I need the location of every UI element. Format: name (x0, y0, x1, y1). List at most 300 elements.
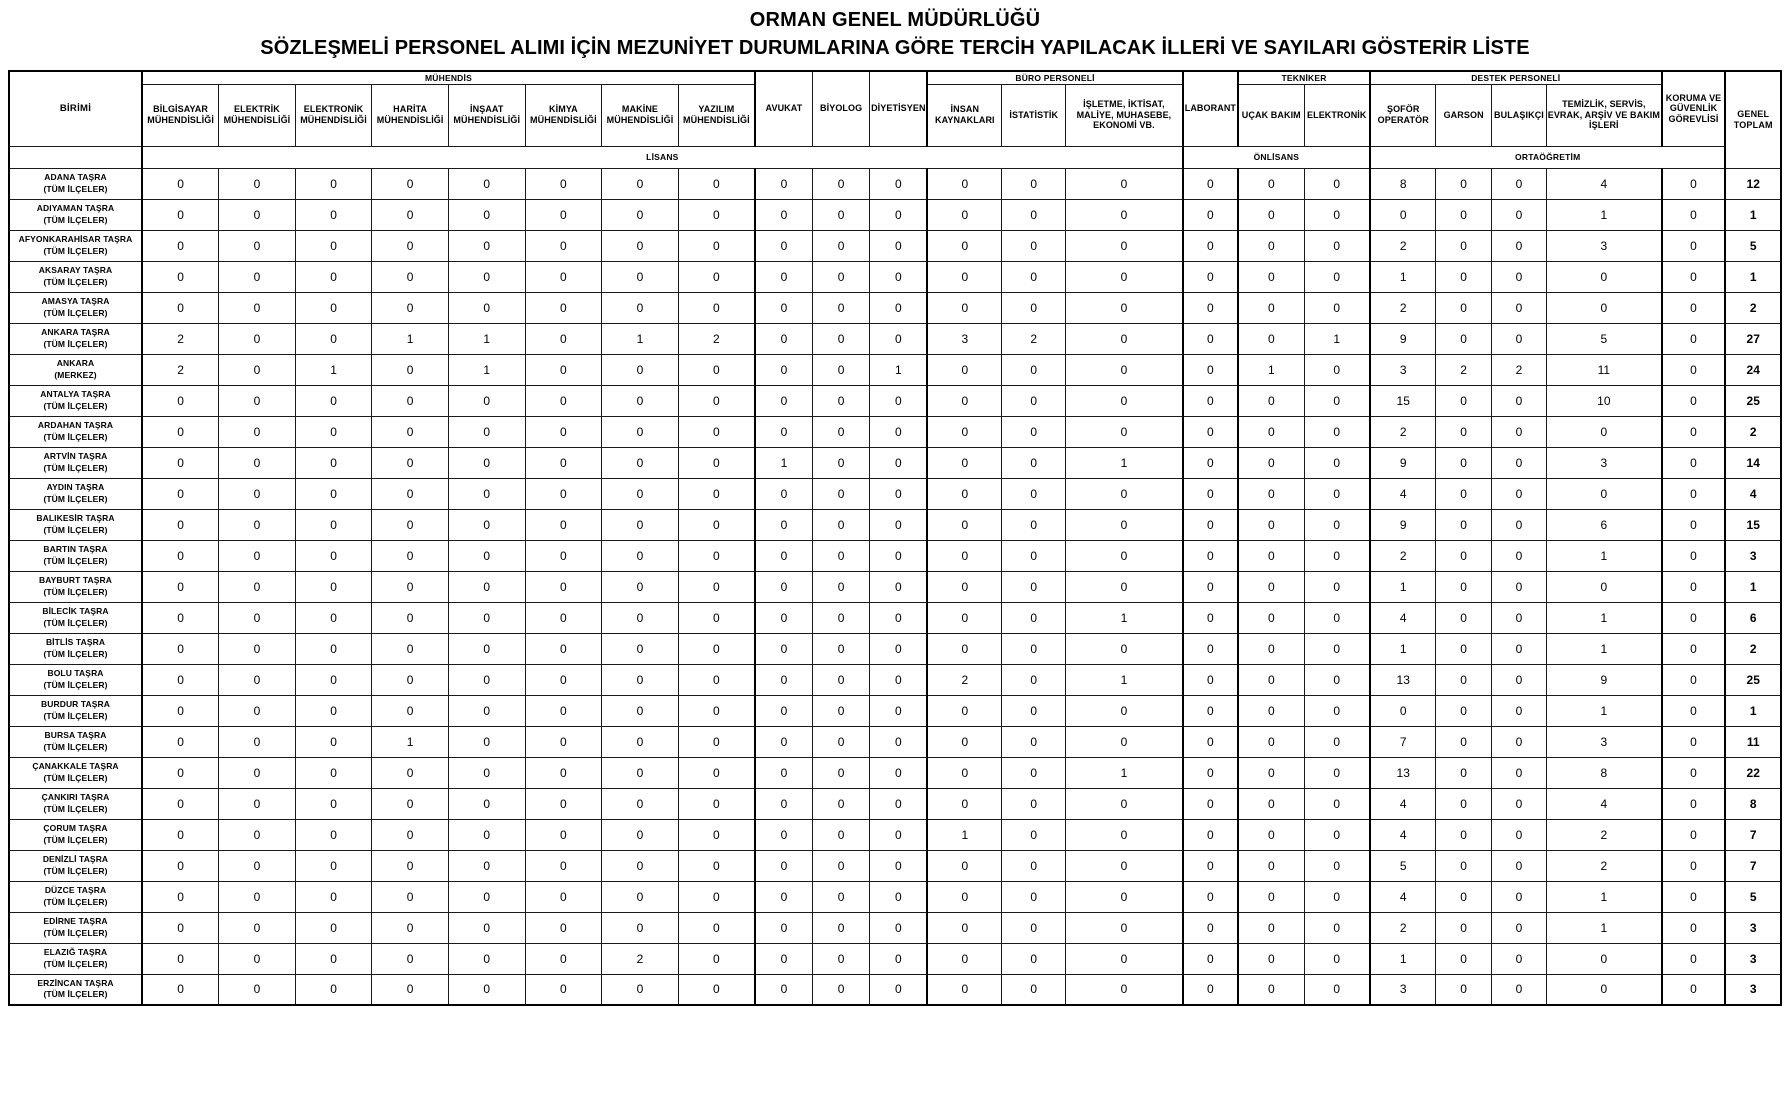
cell-row-total: 8 (1725, 788, 1781, 819)
cell-value: 0 (755, 478, 812, 509)
cell-value: 0 (1066, 571, 1183, 602)
cell-value: 0 (602, 726, 679, 757)
row-label-scope: (TÜM İLÇELER) (43, 338, 108, 349)
cell-value: 0 (1436, 912, 1491, 943)
cell-value: 0 (812, 664, 869, 695)
cell-value: 0 (1238, 974, 1304, 1005)
cell-value: 0 (1662, 385, 1726, 416)
row-label-scope: (TÜM İLÇELER) (43, 617, 108, 628)
cell-row-total: 14 (1725, 447, 1781, 478)
cell-value: 0 (219, 881, 296, 912)
cell-value: 0 (525, 788, 602, 819)
row-label-birimi (9, 943, 142, 974)
cell-value: 4 (1370, 478, 1436, 509)
cell-value: 2 (1370, 540, 1436, 571)
cell-row-total: 24 (1725, 354, 1781, 385)
cell-value: 0 (525, 881, 602, 912)
cell-row-total: 7 (1725, 819, 1781, 850)
cell-value: 0 (1066, 168, 1183, 199)
cell-value: 0 (1547, 261, 1662, 292)
cell-value: 0 (870, 261, 927, 292)
row-label-name: AKSARAY TAŞRA (38, 265, 113, 276)
cell-value: 0 (219, 261, 296, 292)
cell-value: 0 (1436, 447, 1491, 478)
cell-value: 0 (678, 912, 755, 943)
cell-value: 0 (1436, 726, 1491, 757)
table-row (9, 757, 1781, 788)
cell-value: 0 (142, 292, 219, 323)
cell-value: 10 (1547, 385, 1662, 416)
cell-value: 0 (1304, 602, 1370, 633)
cell-value: 0 (812, 695, 869, 726)
cell-value: 0 (1547, 478, 1662, 509)
cell-value: 0 (1183, 199, 1238, 230)
col-header-isletme-iktisat: İŞLETME, İKTİSAT, MALİYE, MUHASEBE, EKONOMİ VB. (1066, 84, 1183, 146)
cell-value: 0 (525, 633, 602, 664)
row-label-birimi (9, 261, 142, 292)
cell-value: 0 (295, 850, 372, 881)
cell-row-total: 5 (1725, 230, 1781, 261)
table-row (9, 354, 1781, 385)
cell-value: 9 (1370, 509, 1436, 540)
row-label-birimi (9, 571, 142, 602)
cell-value: 0 (142, 912, 219, 943)
cell-value: 1 (602, 323, 679, 354)
cell-value: 0 (295, 664, 372, 695)
cell-value: 0 (1436, 881, 1491, 912)
cell-value: 0 (678, 509, 755, 540)
cell-value: 0 (219, 323, 296, 354)
cell-value: 0 (1002, 602, 1066, 633)
cell-value: 1 (1066, 757, 1183, 788)
cell-value: 0 (1183, 385, 1238, 416)
cell-value: 0 (1183, 912, 1238, 943)
cell-value: 0 (1662, 199, 1726, 230)
cell-value: 13 (1370, 664, 1436, 695)
cell-value: 0 (1491, 664, 1546, 695)
cell-value: 0 (602, 168, 679, 199)
cell-value: 0 (1183, 509, 1238, 540)
cell-value: 0 (1436, 943, 1491, 974)
cell-value: 0 (525, 478, 602, 509)
cell-value: 0 (755, 168, 812, 199)
cell-value: 0 (1066, 540, 1183, 571)
col-header-temizlik-servis: TEMİZLİK, SERVİS, EVRAK, ARŞİV VE BAKIM İŞLERİ (1547, 84, 1662, 146)
table-row (9, 199, 1781, 230)
cell-value: 0 (448, 726, 525, 757)
cell-value: 0 (927, 726, 1001, 757)
cell-value: 0 (1066, 478, 1183, 509)
cell-value: 0 (1491, 261, 1546, 292)
cell-value: 0 (870, 540, 927, 571)
row-label-name: BALIKESİR TAŞRA (36, 513, 115, 524)
cell-value: 0 (142, 602, 219, 633)
cell-value: 0 (602, 850, 679, 881)
table-row (9, 695, 1781, 726)
cell-value: 0 (219, 416, 296, 447)
cell-value: 0 (295, 974, 372, 1005)
cell-value: 0 (1491, 633, 1546, 664)
cell-value: 0 (1491, 850, 1546, 881)
cell-value: 0 (1066, 230, 1183, 261)
cell-value: 0 (142, 230, 219, 261)
cell-value: 0 (755, 416, 812, 447)
cell-value: 0 (142, 633, 219, 664)
row-label-birimi (9, 323, 142, 354)
cell-value: 0 (870, 168, 927, 199)
table-row (9, 292, 1781, 323)
table-row (9, 230, 1781, 261)
cell-value: 0 (870, 571, 927, 602)
cell-value: 0 (372, 447, 449, 478)
cell-value: 0 (219, 571, 296, 602)
cell-value: 0 (1002, 292, 1066, 323)
cell-value: 0 (1662, 726, 1726, 757)
cell-row-total: 3 (1725, 912, 1781, 943)
cell-value: 0 (755, 664, 812, 695)
row-label-name: BURSA TAŞRA (44, 730, 107, 741)
row-label-birimi (9, 633, 142, 664)
cell-value: 0 (525, 354, 602, 385)
cell-value: 0 (142, 571, 219, 602)
row-label-name: AFYONKARAHİSAR TAŞRA (18, 234, 133, 245)
cell-value: 2 (1370, 230, 1436, 261)
cell-value: 0 (870, 943, 927, 974)
cell-value: 0 (1238, 912, 1304, 943)
cell-value: 2 (602, 943, 679, 974)
cell-value: 0 (1491, 726, 1546, 757)
cell-value: 2 (1370, 292, 1436, 323)
table-row (9, 323, 1781, 354)
cell-value: 0 (1238, 261, 1304, 292)
cell-value: 2 (1547, 850, 1662, 881)
cell-value: 0 (1304, 292, 1370, 323)
row-label-birimi (9, 695, 142, 726)
cell-value: 0 (1304, 943, 1370, 974)
cell-value: 0 (755, 199, 812, 230)
row-label-birimi (9, 788, 142, 819)
cell-value: 0 (372, 230, 449, 261)
cell-row-total: 7 (1725, 850, 1781, 881)
cell-value: 0 (1238, 478, 1304, 509)
cell-value: 0 (448, 819, 525, 850)
cell-value: 0 (755, 540, 812, 571)
cell-value: 0 (678, 540, 755, 571)
cell-value: 0 (1662, 974, 1726, 1005)
cell-value: 0 (1238, 633, 1304, 664)
cell-value: 0 (678, 416, 755, 447)
cell-value: 0 (142, 509, 219, 540)
cell-value: 0 (1436, 602, 1491, 633)
table-row (9, 540, 1781, 571)
education-blank-cell (9, 146, 142, 168)
cell-value: 6 (1547, 509, 1662, 540)
row-label-scope: (TÜM İLÇELER) (43, 834, 108, 845)
cell-value: 1 (1547, 695, 1662, 726)
cell-value: 0 (1491, 912, 1546, 943)
cell-value: 0 (870, 416, 927, 447)
cell-value: 0 (1304, 261, 1370, 292)
cell-value: 0 (927, 757, 1001, 788)
cell-value: 0 (372, 850, 449, 881)
cell-value: 1 (1547, 912, 1662, 943)
cell-value: 0 (1662, 230, 1726, 261)
row-label-birimi (9, 819, 142, 850)
cell-value: 0 (1238, 571, 1304, 602)
row-label-scope: (TÜM İLÇELER) (43, 586, 108, 597)
row-label-scope: (TÜM İLÇELER) (43, 524, 108, 535)
cell-value: 9 (1370, 323, 1436, 354)
row-label-name: AMASYA TAŞRA (41, 296, 110, 307)
cell-value: 0 (602, 199, 679, 230)
cell-value: 2 (142, 323, 219, 354)
cell-value: 0 (602, 881, 679, 912)
education-level-onlisans: ÖNLİSANS (1183, 146, 1370, 168)
table-row (9, 168, 1781, 199)
cell-value: 0 (870, 478, 927, 509)
cell-value: 0 (927, 788, 1001, 819)
cell-value: 0 (812, 850, 869, 881)
cell-value: 0 (602, 819, 679, 850)
cell-value: 0 (678, 633, 755, 664)
row-label-scope: (TÜM İLÇELER) (43, 276, 108, 287)
col-header-garson: GARSON (1436, 84, 1491, 146)
cell-value: 0 (678, 447, 755, 478)
row-label-scope: (TÜM İLÇELER) (43, 648, 108, 659)
row-label-name: ANKARA (56, 358, 95, 369)
table-row (9, 602, 1781, 633)
cell-value: 0 (1304, 509, 1370, 540)
cell-value: 0 (1066, 726, 1183, 757)
cell-value: 0 (372, 261, 449, 292)
cell-value: 3 (1547, 726, 1662, 757)
row-label-scope: (TÜM İLÇELER) (43, 989, 108, 1000)
row-label-birimi (9, 540, 142, 571)
cell-value: 0 (295, 881, 372, 912)
cell-value: 0 (1304, 881, 1370, 912)
cell-value: 2 (1547, 819, 1662, 850)
cell-value: 0 (372, 478, 449, 509)
cell-value: 0 (927, 354, 1001, 385)
cell-value: 0 (1183, 819, 1238, 850)
table-row (9, 788, 1781, 819)
row-label-birimi (9, 912, 142, 943)
cell-value: 0 (602, 695, 679, 726)
row-label-name: BAYBURT TAŞRA (38, 575, 113, 586)
cell-row-total: 27 (1725, 323, 1781, 354)
row-label-scope: (TÜM İLÇELER) (43, 462, 108, 473)
cell-value: 0 (1002, 726, 1066, 757)
col-header-biyolog: BİYOLOG (812, 71, 869, 146)
cell-value: 0 (1183, 168, 1238, 199)
cell-value: 0 (525, 416, 602, 447)
education-level-lisans: LİSANS (142, 146, 1183, 168)
cell-row-total: 22 (1725, 757, 1781, 788)
cell-value: 0 (602, 447, 679, 478)
cell-value: 0 (1002, 788, 1066, 819)
cell-value: 0 (755, 633, 812, 664)
cell-value: 0 (678, 695, 755, 726)
cell-row-total: 2 (1725, 292, 1781, 323)
cell-value: 0 (1491, 447, 1546, 478)
cell-value: 0 (1066, 416, 1183, 447)
cell-value: 0 (295, 757, 372, 788)
cell-value: 0 (812, 726, 869, 757)
cell-value: 0 (219, 850, 296, 881)
cell-value: 0 (1304, 447, 1370, 478)
cell-value: 0 (870, 633, 927, 664)
cell-value: 0 (812, 788, 869, 819)
cell-value: 0 (448, 788, 525, 819)
cell-value: 0 (525, 943, 602, 974)
col-group-muhendis: MÜHENDİS (142, 71, 755, 84)
cell-value: 0 (372, 292, 449, 323)
cell-value: 1 (870, 354, 927, 385)
cell-value: 0 (525, 447, 602, 478)
row-label-birimi (9, 447, 142, 478)
cell-value: 8 (1547, 757, 1662, 788)
cell-value: 0 (372, 943, 449, 974)
cell-value: 0 (1066, 695, 1183, 726)
cell-value: 0 (1066, 323, 1183, 354)
cell-value: 0 (678, 168, 755, 199)
row-label-name: ARTVİN TAŞRA (43, 451, 108, 462)
cell-value: 0 (448, 974, 525, 1005)
col-header-birimi: BİRİMİ (9, 71, 142, 146)
row-label-scope: (TÜM İLÇELER) (43, 958, 108, 969)
cell-value: 0 (812, 385, 869, 416)
row-label-name: ÇANAKKALE TAŞRA (32, 761, 119, 772)
cell-value: 0 (755, 726, 812, 757)
cell-value: 0 (678, 943, 755, 974)
cell-value: 0 (142, 695, 219, 726)
cell-value: 1 (448, 354, 525, 385)
table-row (9, 850, 1781, 881)
cell-row-total: 3 (1725, 540, 1781, 571)
cell-value: 0 (1436, 292, 1491, 323)
cell-value: 0 (678, 602, 755, 633)
cell-value: 0 (142, 850, 219, 881)
cell-value: 0 (1183, 881, 1238, 912)
cell-value: 0 (448, 633, 525, 664)
cell-value: 0 (1002, 633, 1066, 664)
cell-value: 0 (142, 168, 219, 199)
cell-value: 0 (602, 354, 679, 385)
cell-value: 0 (1304, 385, 1370, 416)
row-label-scope: (TÜM İLÇELER) (43, 493, 108, 504)
table-row (9, 974, 1781, 1005)
cell-value: 0 (927, 695, 1001, 726)
cell-value: 0 (1436, 199, 1491, 230)
cell-value: 0 (219, 788, 296, 819)
col-header-yazilim-muh: YAZILIM MÜHENDİSLİĞİ (678, 84, 755, 146)
cell-value: 0 (219, 726, 296, 757)
cell-value: 0 (1436, 540, 1491, 571)
col-header-elektronik-muh: ELEKTRONİK MÜHENDİSLİĞİ (295, 84, 372, 146)
col-header-elektrik-muh: ELEKTRİK MÜHENDİSLİĞİ (219, 84, 296, 146)
cell-value: 1 (295, 354, 372, 385)
cell-row-total: 1 (1725, 261, 1781, 292)
cell-value: 0 (295, 726, 372, 757)
row-label-name: ANTALYA TAŞRA (40, 389, 111, 400)
cell-value: 0 (678, 881, 755, 912)
cell-value: 0 (1491, 540, 1546, 571)
cell-value: 0 (142, 943, 219, 974)
row-label-name: ARDAHAN TAŞRA (37, 420, 114, 431)
cell-value: 0 (1491, 323, 1546, 354)
cell-value: 0 (812, 757, 869, 788)
cell-value: 0 (812, 168, 869, 199)
cell-value: 0 (1238, 819, 1304, 850)
cell-value: 0 (1304, 664, 1370, 695)
cell-value: 0 (448, 509, 525, 540)
cell-value: 0 (812, 478, 869, 509)
row-label-scope: (TÜM İLÇELER) (43, 431, 108, 442)
cell-value: 0 (1436, 788, 1491, 819)
cell-value: 0 (1436, 323, 1491, 354)
cell-value: 0 (142, 540, 219, 571)
cell-row-total: 12 (1725, 168, 1781, 199)
cell-value: 1 (1547, 602, 1662, 633)
cell-value: 0 (372, 633, 449, 664)
cell-value: 0 (448, 912, 525, 943)
cell-value: 0 (1491, 974, 1546, 1005)
cell-value: 0 (448, 602, 525, 633)
cell-value: 0 (295, 416, 372, 447)
cell-value: 0 (812, 974, 869, 1005)
cell-value: 0 (1238, 881, 1304, 912)
cell-value: 0 (602, 416, 679, 447)
row-label-birimi (9, 199, 142, 230)
cell-value: 0 (219, 943, 296, 974)
cell-value: 0 (1304, 478, 1370, 509)
cell-value: 0 (219, 602, 296, 633)
cell-value: 0 (372, 602, 449, 633)
cell-value: 0 (525, 261, 602, 292)
cell-value: 0 (1183, 447, 1238, 478)
cell-value: 0 (755, 819, 812, 850)
cell-value: 0 (927, 602, 1001, 633)
row-label-scope: (TÜM İLÇELER) (43, 772, 108, 783)
cell-value: 0 (1238, 726, 1304, 757)
cell-value: 1 (1066, 447, 1183, 478)
cell-value: 1 (448, 323, 525, 354)
cell-value: 0 (1002, 664, 1066, 695)
col-header-bulasikci: BULAŞIKÇI (1491, 84, 1546, 146)
cell-value: 0 (1304, 695, 1370, 726)
row-label-name: ANKARA TAŞRA (41, 327, 110, 338)
cell-row-total: 25 (1725, 664, 1781, 695)
cell-value: 0 (1066, 261, 1183, 292)
cell-value: 2 (927, 664, 1001, 695)
cell-value: 0 (1183, 540, 1238, 571)
cell-row-total: 6 (1725, 602, 1781, 633)
cell-value: 0 (812, 199, 869, 230)
cell-value: 0 (927, 540, 1001, 571)
cell-value: 0 (219, 168, 296, 199)
cell-value: 0 (1547, 292, 1662, 323)
cell-value: 0 (1238, 757, 1304, 788)
cell-value: 0 (1370, 695, 1436, 726)
cell-value: 0 (812, 447, 869, 478)
cell-value: 0 (1183, 416, 1238, 447)
cell-value: 1 (1370, 633, 1436, 664)
cell-value: 0 (1436, 230, 1491, 261)
cell-value: 0 (927, 292, 1001, 323)
row-label-birimi (9, 292, 142, 323)
cell-value: 0 (295, 478, 372, 509)
col-header-laborant: LABORANT (1183, 71, 1238, 146)
